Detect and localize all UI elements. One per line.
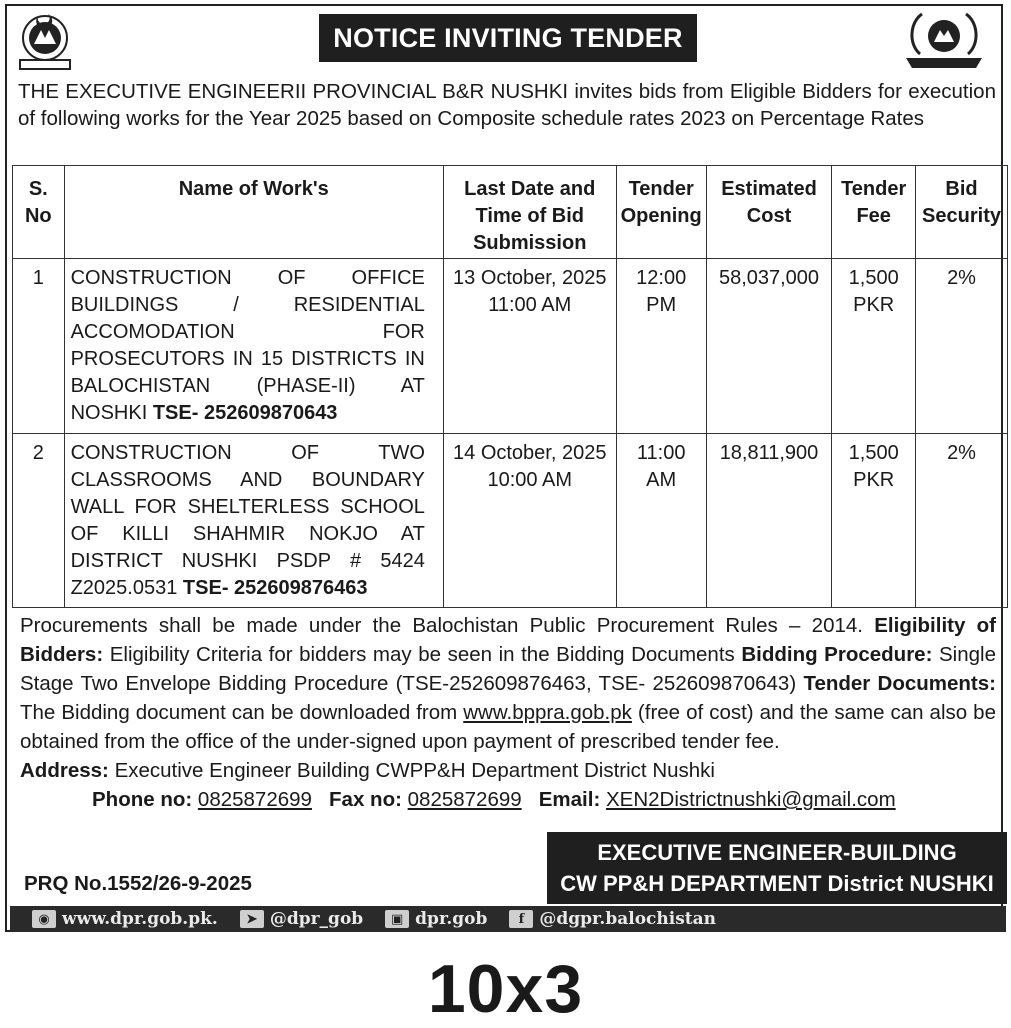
last-date: 14 October, 2025 xyxy=(453,442,607,464)
cell-work-name xyxy=(64,434,443,608)
header-last-date: Last Date and Time of Bid Submission xyxy=(443,166,616,259)
address-label: Address: xyxy=(20,759,109,782)
footer-facebook[interactable] xyxy=(509,909,716,929)
email-label: Email: xyxy=(538,788,601,811)
facebook-icon: f xyxy=(509,910,533,928)
cell-security: 2% xyxy=(916,434,1008,608)
signature-block xyxy=(547,832,1007,904)
footer-instagram-text: dpr.gob xyxy=(415,909,488,929)
procedure-label: Bidding Procedure: xyxy=(741,643,933,666)
work-name-text: CONSTRUCTION OF OFFICE BUILDINGS / RESIDENTIAL ACCOMODATION FOR PROSECUTORS IN 15 DISTRICTS IN BALOCHISTAN (PHASE-II) AT NOSHKI xyxy=(70,267,425,424)
fax-number[interactable]: 0825872699 xyxy=(407,788,522,811)
procedure-text: Single Stage Two Envelope Bidding Procedure (TSE-252609876463, TSE- 252609870643) xyxy=(20,643,996,695)
globe-icon: ◉ xyxy=(32,910,56,928)
cell-fee: 1,500 PKR xyxy=(832,259,916,434)
cell-work-name xyxy=(64,259,443,434)
eligibility-label: Eligibility of Bidders: xyxy=(20,614,996,666)
header-opening: Tender Opening xyxy=(616,166,706,259)
footer-bar xyxy=(10,906,1006,932)
footer-web-text: www.dpr.gob.pk. xyxy=(62,909,218,929)
phone-label: Phone no: xyxy=(92,788,193,811)
phone-number[interactable]: 0825872699 xyxy=(197,788,312,811)
cell-last-date xyxy=(443,434,616,608)
footer-instagram[interactable] xyxy=(385,909,487,929)
header-name: Name of Work's xyxy=(64,166,443,259)
documents-label: Tender Documents: xyxy=(803,672,996,695)
table-row xyxy=(13,434,1008,608)
notice-title: NOTICE INVITING TENDER xyxy=(319,14,697,62)
table-header-row xyxy=(13,166,1008,259)
bppra-link[interactable]: www.bppra.gob.pk xyxy=(463,701,632,724)
cell-sno: 2 xyxy=(13,434,65,608)
email-link[interactable]: XEN2Districtnushki@gmail.com xyxy=(605,788,896,811)
cell-cost: 58,037,000 xyxy=(706,259,832,434)
cell-opening: 11:00 AM xyxy=(616,434,706,608)
footer-twitter[interactable] xyxy=(240,909,363,929)
documents-text-cont: (free of cost) and the same can also be obtained from the office of the under-signed upon payment of prescribed tender fee. xyxy=(20,701,996,753)
cell-security: 2% xyxy=(916,259,1008,434)
cell-opening: 12:00 PM xyxy=(616,259,706,434)
work-tse: TSE- 252609870643 xyxy=(152,402,338,424)
instagram-icon: ▣ xyxy=(385,910,409,928)
balochistan-emblem-icon xyxy=(14,8,76,72)
last-date: 13 October, 2025 xyxy=(453,267,607,289)
address-text: Executive Engineer Building CWPP&H Department District Nushki xyxy=(114,759,715,782)
cell-sno: 1 xyxy=(13,259,65,434)
cell-fee: 1,500 PKR xyxy=(832,434,916,608)
header-security: Bid Security xyxy=(916,166,1008,259)
contact-line xyxy=(92,788,896,812)
cell-last-date xyxy=(443,259,616,434)
documents-text: The Bidding document can be downloaded from xyxy=(20,701,458,724)
table-row xyxy=(13,259,1008,434)
work-name-text: CONSTRUCTION OF TWO CLASSROOMS AND BOUNDARY WALL FOR SHELTERLESS SCHOOL OF KILLI SHAHMIR NOKJO AT DISTRICT NUSHKI PSDP # 5424 Z2025.0531 xyxy=(70,442,425,599)
footer-web[interactable] xyxy=(32,909,218,929)
procurement-rules-text: Procurements shall be made under the Balochistan Public Procurement Rules – 2014. xyxy=(20,614,863,637)
signature-line-2: CW PP&H DEPARTMENT District NUSHKI xyxy=(560,871,994,896)
header-fee: Tender Fee xyxy=(832,166,916,259)
footer-twitter-text: @dpr_gob xyxy=(269,909,364,929)
header-cost: Estimated Cost xyxy=(706,166,832,259)
eligibility-text: Eligibility Criteria for bidders may be seen in the Bidding Documents xyxy=(109,643,735,666)
works-table xyxy=(12,165,1008,608)
dpr-emblem-icon xyxy=(898,8,990,72)
prq-number: PRQ No.1552/26-9-2025 xyxy=(24,872,252,895)
header-sno: S. No xyxy=(13,166,65,259)
signature-line-1: EXECUTIVE ENGINEER-BUILDING xyxy=(597,840,957,865)
footer-facebook-text: @dgpr.balochistan xyxy=(539,909,717,929)
cell-cost: 18,811,900 xyxy=(706,434,832,608)
ad-size-label: 10x3 xyxy=(427,951,584,1027)
terms-paragraph xyxy=(20,611,996,785)
intro-paragraph: THE EXECUTIVE ENGINEERII PROVINCIAL B&R NUSHKI invites bids from Eligible Bidders for execution of following works for the Year 2025 based on Composite schedule rates 2023 on Percentage Rates xyxy=(18,80,996,130)
fax-label: Fax no: xyxy=(329,788,402,811)
twitter-icon: ➤ xyxy=(240,910,264,928)
last-time: 11:00 AM xyxy=(488,294,572,316)
last-time: 10:00 AM xyxy=(487,469,572,491)
work-tse: TSE- 252609876463 xyxy=(182,577,368,599)
